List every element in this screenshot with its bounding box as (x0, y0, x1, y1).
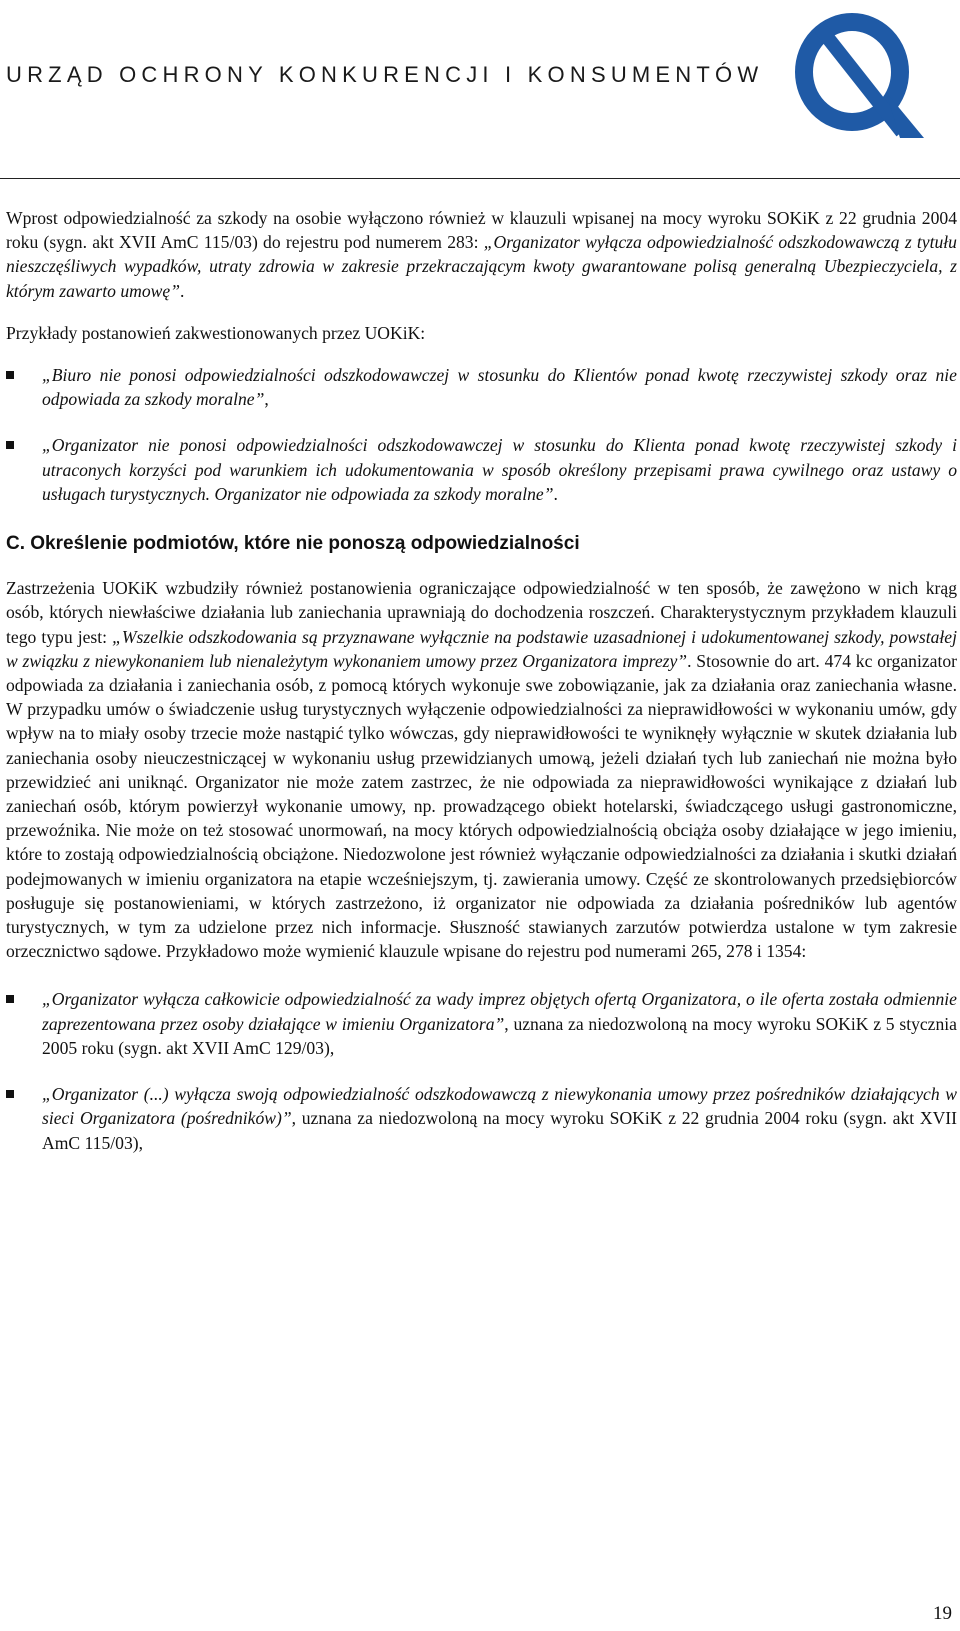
document-body (6, 206, 957, 1177)
square-bullet-icon (6, 995, 14, 1003)
square-bullet-icon (6, 371, 14, 379)
list-item: „Organizator nie ponosi odpowiedzialności odszkodowawczej w stosunku do Klienta ponad kwotę rzeczywistej szkody i utraconych korzyści pod warunkiem ich udokumentowania w sposób określony przepisami prawa cywilnego oraz ustawy o usługach turystycznych. Organizator nie odpowiada za szkody moralne”. (6, 433, 957, 506)
examples-intro: Przykłady postanowień zakwestionowanych przez UOKiK: (6, 322, 426, 343)
list-item: „Organizator (...) wyłącza swoją odpowiedzialność odszkodowawczą z niewykonania umowy przez pośredników działających w sieci Organizatora (pośredników)”, uznana za niedozwoloną na mocy wyroku SOKiK z 22 grudnia 2004 roku (sygn. akt XVII AmC 115/03), (6, 1082, 957, 1155)
square-bullet-icon (6, 441, 14, 449)
list-item: „Biuro nie ponosi odpowiedzialności odszkodowawczej w stosunku do Klientów ponad kwotę rzeczywistej szkody oraz nie odpowiada za szkody moralne”, (6, 363, 957, 411)
list-item: „Organizator wyłącza całkowicie odpowiedzialność za wady imprez objętych ofertą Organizatora, o ile oferta została odmiennie zaprezentowana przez osoby działające w imieniu Organizatora”, uznana za niedozwoloną na mocy wyroku SOKiK z 5 stycznia 2005 roku (sygn. akt XVII AmC 129/03), (6, 987, 957, 1060)
clause-quote: „Organizator wyłącza odpowiedzialność odszkodowawczą z tytułu nieszczęśliwych wypadków, utraty zdrowia w zakresie przekraczającym kwoty gwarantowane polisą generalną Ubezpieczyciela, z którym zawarto umowę” (6, 232, 957, 301)
square-bullet-icon (6, 1090, 14, 1098)
header-divider (0, 178, 960, 179)
page-header (0, 0, 960, 180)
clause-quote: „Wszelkie odszkodowania są przyznawane wyłącznie na podstawie uzasadnionej i udokumentowanej szkody, powstałej w związku z niewykonaniem lub nienależytym wykonaniem umowy przez Organizatora imprezy” (6, 626, 957, 671)
section-heading: C. Określenie podmiotów, które nie ponoszą odpowiedzialności (6, 533, 580, 555)
office-name: URZĄD OCHRONY KONKURENCJI I KONSUMENTÓW (6, 62, 764, 87)
examples-list (6, 363, 957, 506)
uokik-logo-icon (790, 8, 930, 140)
paragraph-personal-injury: Wprost odpowiedzialność za szkody na osobie wyłączono również w klauzuli wpisanej na mocy wyroku SOKiK z 22 grudnia 2004 roku (sygn. akt XVII AmC 115/03) do rejestru pod numerem 283: „Organizator wyłącza odpowiedzialność odszkodowawczą z tytułu nieszczęśliwych wypadków, utraty zdrowia w zakresie przekraczającym kwoty gwarantowane polisą generalną Ubezpieczyciela, z którym zawarto umowę”. (6, 208, 957, 301)
section-c-paragraph: Zastrzeżenia UOKiK wzbudziły również postanowienia ograniczające odpowiedzialność w ten sposób, że zawężono w nich krąg osób, których niewłaściwe działania lub zaniechania uprawniają do dochodzenia roszczeń. Charakterystycznym przykładem klauzuli tego typu jest: „Wszelkie odszkodowania są przyznawane wyłącznie na podstawie uzasadnionej i udokumentowanej szkody, powstałej w związku z niewykonaniem lub nienależytym wykonaniem umowy przez Organizatora imprezy”. Stosownie do art. 474 kc organizator odpowiada za działania i zaniechania osób, z pomocą których wykonuje swe zobowiązanie, jak za działania oraz zaniechania własne. W przypadku umów o świadczenie usług turystycznych wyłączenie odpowiedzialności za nieprawidłowości w wykonaniu umów, gdy wpływ na to miały osoby trzecie może nastąpić tylko wówczas, gdy nieprawidłowości te wyniknęły wyłącznie w skutek działania lub zaniechania osoby nieuczestniczącej w wykonaniu usług przewidzianych umową, jeżeli działań tych lub zaniechań nie można było przewidzieć ani uniknąć. Organizator nie może zatem zastrzec, że nie odpowiada za nieprawidłowości wynikające z działań lub zaniechań osób, którym powierzył wykonanie umowy, np. prowadzącego obiekt hotelarski, świadczącego usługi gastronomiczne, przewoźnika. Nie może on też stosować unormowań, na mocy których odpowiedzialnością obciąża osoby działające w jego imieniu, które to zostają odpowiedzialnością obciążone. Niedozwolone jest również wyłączanie odpowiedzialności za działania i skutki działań podejmowanych w imieniu organizatora na etapie wcześniejszym, tj. zawierania umowy. Część ze skontrolowanych przedsiębiorców posługuje się postanowieniami, w których zastrzeżono, iż organizator nie odpowiada za działania pośredników lub agentów turystycznych, w tym za udzielone przez nich informacje. Słuszność stawianych zarzutów potwierdza ustalone w tym zakresie orzecznictwo sądowe. Przykładowo może wymienić klauzule wpisane do rejestru pod numerami 265, 278 i 1354: (6, 578, 958, 962)
register-clauses-list (6, 987, 957, 1154)
page-number: 19 (933, 1603, 952, 1624)
